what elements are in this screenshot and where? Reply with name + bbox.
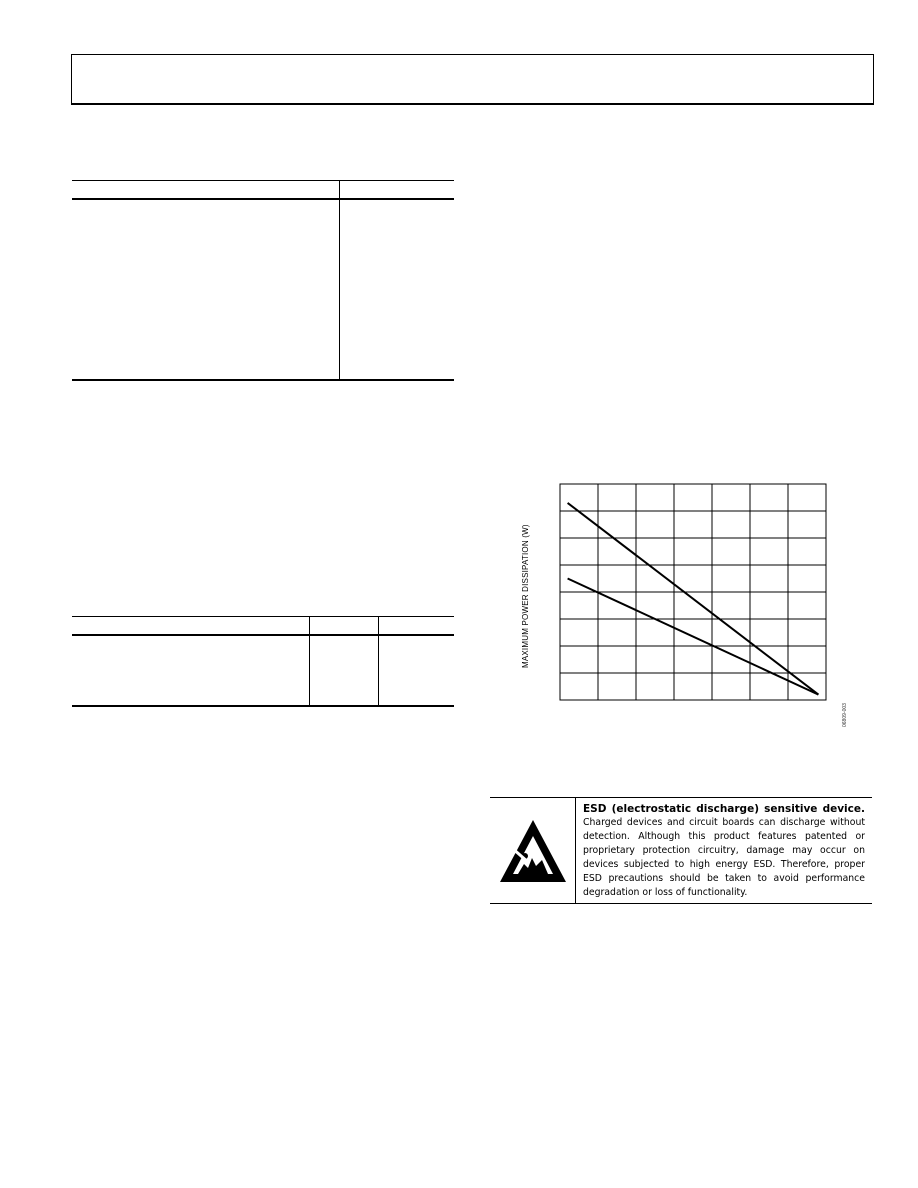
esd-warning-icon <box>498 818 568 884</box>
series-line-2 <box>568 579 819 695</box>
esd-body: Charged devices and circuit boards can discharge without detection. Although this product features patented or proprietary protection circuitry, damage may occur on devices subjected to high energy ESD. Therefore, proper ESD precautions should be taken to avoid performance degradation or loss of functionality. <box>583 817 865 898</box>
absolute-maximum-ratings-table <box>72 180 454 381</box>
esd-caution-box <box>490 797 872 904</box>
esd-divider <box>575 798 576 903</box>
series-line-1 <box>568 503 819 695</box>
page-header-box <box>71 54 874 105</box>
figure-code: 06809-003 <box>842 703 848 727</box>
table-column-divider <box>378 617 379 705</box>
esd-text <box>583 802 865 900</box>
chart-y-axis-label: MAXIMUM POWER DISSIPATION (W) <box>521 524 530 668</box>
esd-title: ESD (electrostatic discharge) sensitive device. <box>583 803 865 815</box>
table-column-divider <box>339 181 340 379</box>
power-dissipation-chart <box>520 480 860 730</box>
chart-svg <box>520 480 860 730</box>
table-header-rule <box>72 634 454 636</box>
table-column-divider <box>309 617 310 705</box>
table-header-rule <box>72 198 454 200</box>
thermal-resistance-table <box>72 616 454 707</box>
